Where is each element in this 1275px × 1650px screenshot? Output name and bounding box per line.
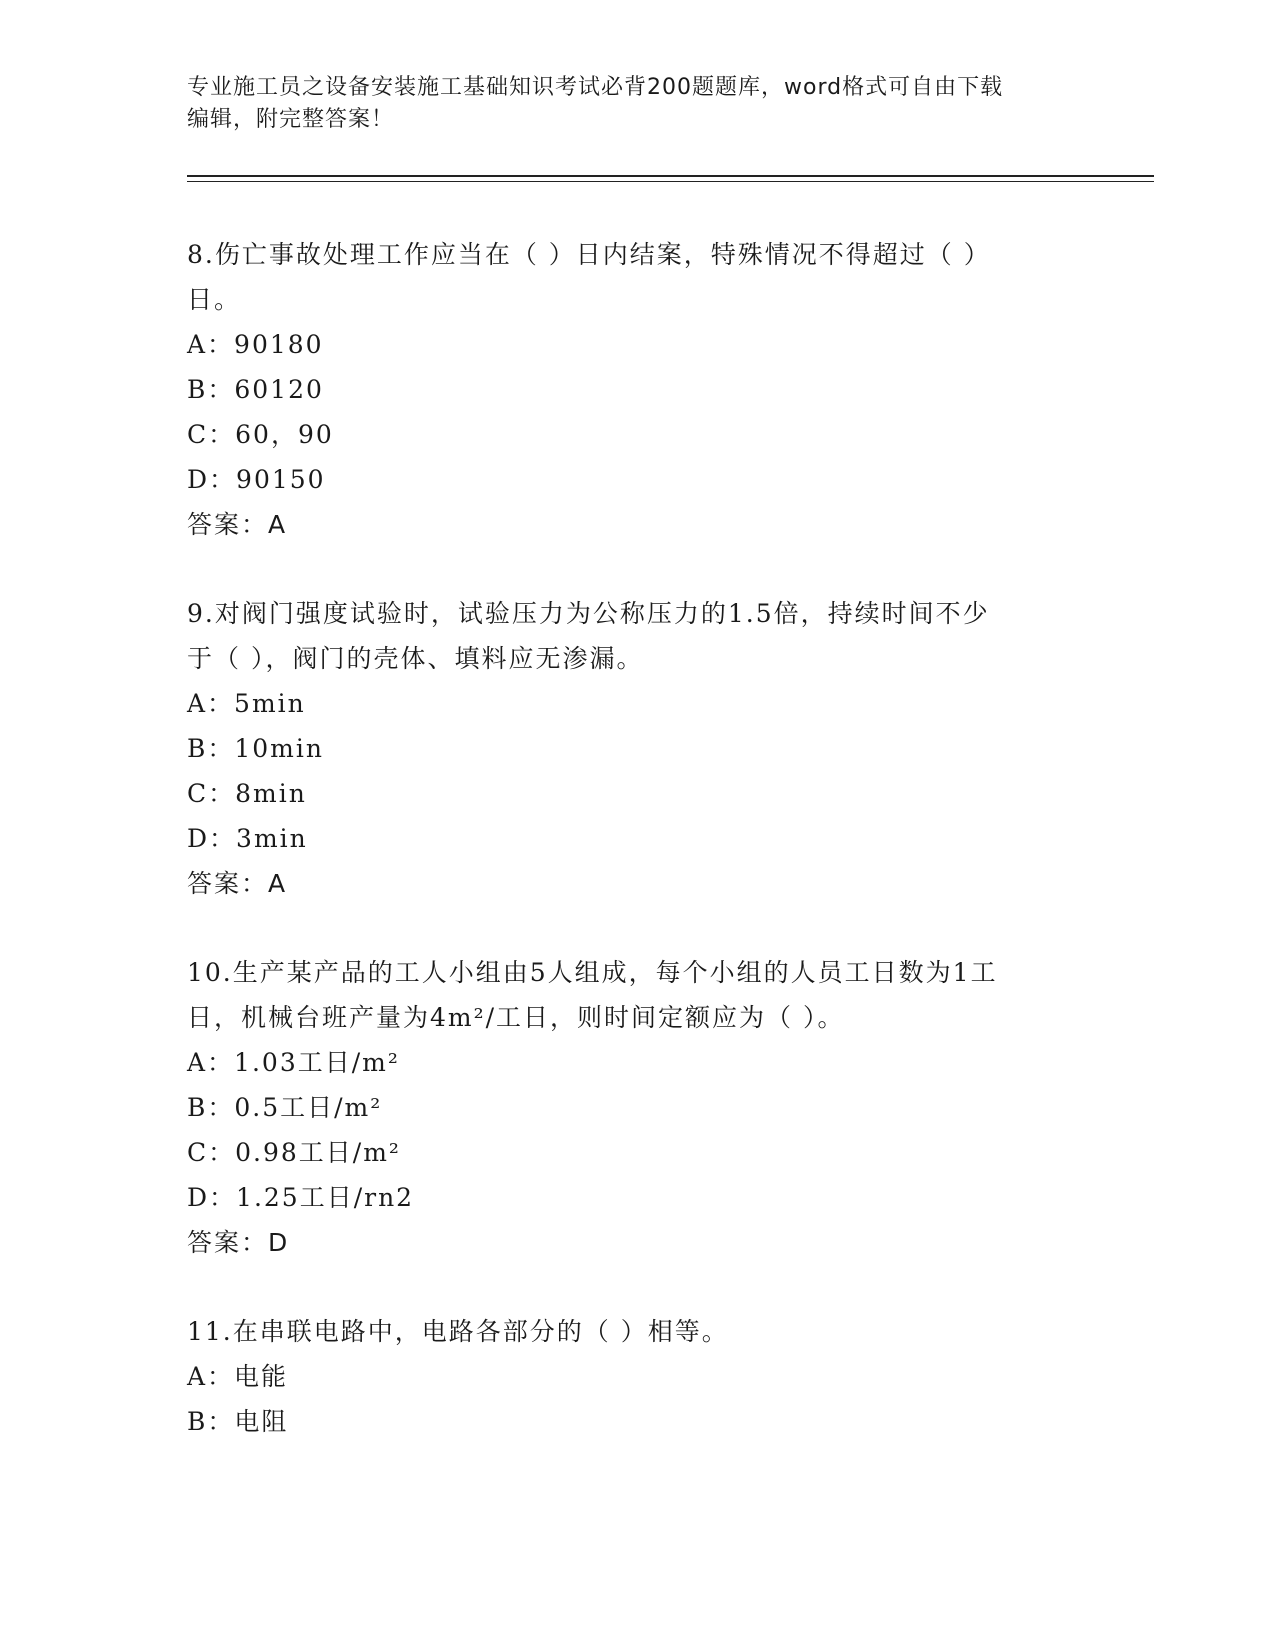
question-stem: 日。: [187, 285, 242, 314]
option-a: A：电能: [187, 1362, 289, 1391]
option-d: D：3min: [187, 824, 308, 853]
option-c: C：60，90: [187, 420, 334, 449]
option-b: B：电阻: [187, 1407, 289, 1436]
option-c: C：8min: [187, 779, 307, 808]
question-9: [187, 591, 1087, 906]
answer: 答案：A: [187, 510, 288, 539]
option-a: A：1.03工日/m²: [187, 1048, 400, 1077]
option-a: A：5min: [187, 689, 306, 718]
header-rule-thick: [187, 175, 1154, 177]
option-b: B：10min: [187, 734, 324, 763]
option-c: C：0.98工日/m²: [187, 1138, 401, 1167]
header-rule-thin: [187, 181, 1154, 182]
document-header: [187, 72, 1067, 136]
question-stem: 11.在串联电路中，电路各部分的（ ）相等。: [187, 1317, 729, 1346]
question-stem: 9.对阀门强度试验时，试验压力为公称压力的1.5倍，持续时间不少: [187, 599, 990, 628]
question-10: [187, 950, 1087, 1265]
option-b: B：60120: [187, 375, 324, 404]
option-d: D：90150: [187, 465, 326, 494]
option-d: D：1.25工日/rn2: [187, 1183, 415, 1212]
header-line-2: 编辑，附完整答案！: [187, 107, 395, 132]
question-stem: 日，机械台班产量为4m²/工日，则时间定额应为（ ）。: [187, 1003, 845, 1032]
answer: 答案：A: [187, 869, 288, 898]
question-list: [187, 232, 1087, 1488]
answer: 答案：D: [187, 1228, 290, 1257]
question-11: [187, 1309, 1087, 1444]
question-8: [187, 232, 1087, 547]
option-a: A：90180: [187, 330, 324, 359]
question-stem: 于（ ），阀门的壳体、填料应无渗漏。: [187, 644, 644, 673]
header-line-1: 专业施工员之设备安装施工基础知识考试必背200题题库，word格式可自由下载: [187, 75, 1004, 100]
question-stem: 8.伤亡事故处理工作应当在（ ）日内结案，特殊情况不得超过（ ）: [187, 240, 991, 269]
option-b: B：0.5工日/m²: [187, 1093, 383, 1122]
question-stem: 10.生产某产品的工人小组由5人组成，每个小组的人员工日数为1工: [187, 958, 998, 987]
